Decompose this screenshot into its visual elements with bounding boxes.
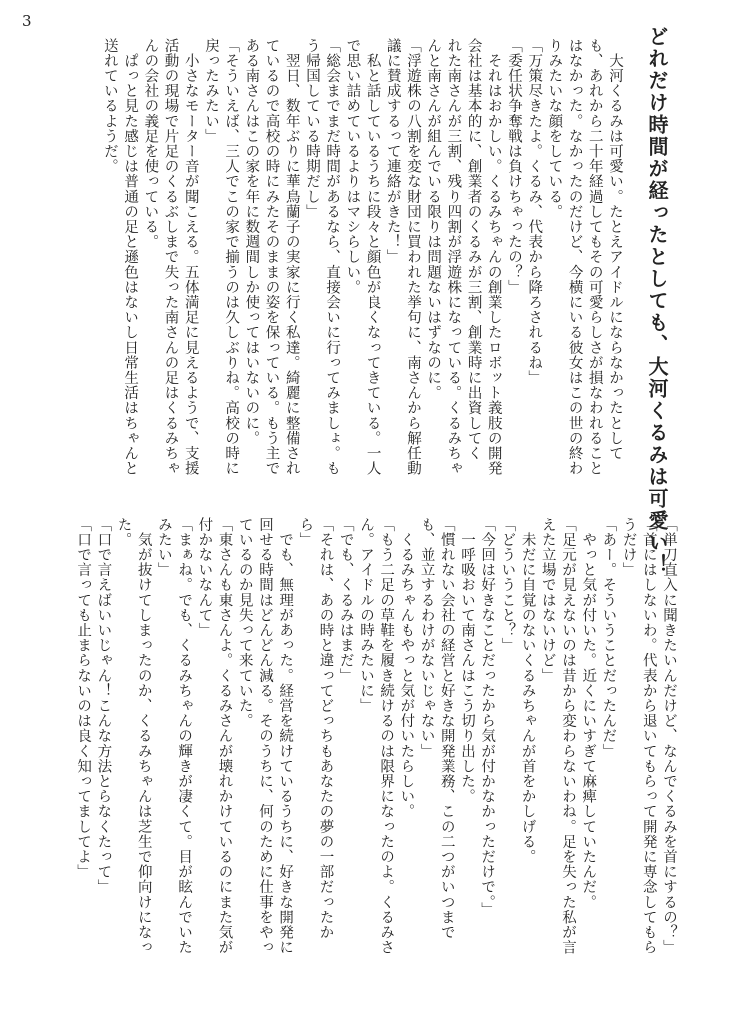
lower-text-block: 「単刀直入に聞きたいんだけど、なんでくるみを首にするの？」 「首にはしないわ。代表から退いてもらって開発に専念してもら うだけ」 「あー。そういうことだったんだ」 やっと気が付いた。近くにいすぎて麻痺していたんだ。 「足元が見えないのは昔から変わらないわね。足を失った私が言 えた立場ではないけど」 未だに自覚のないくるみちゃんが首をかしげる。 「どういうこと？」 「今回は好きなことだったから気が付かなかっただけで。」 一呼吸おいて南さんはこう切り出した。 「慣れない会社の経営と好きな開発業務、この二つがいつまで も、並立するわけがないじゃない」 くるみちゃんもやっと気が付いたらしい。 「もう二足の草鞋を履き続けるのは限界になったのよ。くるみさ ん。アイドルの時みたいに」 「でも、くるみはまだ」 「それは、あの時と違ってどっちもあなたの夢の一部だったか ら」 でも、無理があった。経営を続けているうちに、好きな開発に 回せる時間はどんどん減る。そのうちに、何のために仕事をやっ ているのか見失って来ていた。 「東さんも東さんよ。くるみさんが壊れかけているのにまた気が 付かないなんて」 「まぁね。でも、くるみちゃんの輝きが凄くて。目が眩んでいた みたい」 気が抜けてしまったのか、くるみちゃんは芝生で仰向けになっ た。 「口で言えばいいじゃん！こんな方法とらなくたって」 「口で言っても止まらないのは良く知ってましてよ」 (75, 517, 677, 955)
story-title: どれだけ時間が経ったとしても、大河くるみは可愛い！ (645, 26, 669, 576)
upper-text-block: 大河くるみは可愛い。たとえアイドルにならなかったとして も、あれから二十年経過してもその可愛らしさが損なわれること はなかった。なかったのだけど、今横にいる彼女はこの世の終わ りみたいな顔をしている。 「万策尽きたよ。くるみ、代表から降ろされるね」 「委任状争奪戦は負けちゃったの？」 それはおかしい。くるみちゃんの創業したロボット義肢の開発 会社は基本的に、創業者のくるみが三割、創業時に出資してく れた南さんが三割、残り四割が浮遊株になっている。くるみちゃ んと南さんが組んでいる限りは問題ないはずなのに。 「浮遊株の八割を変な財団に買われた挙句に、南さんから解任動 議に賛成するって連絡がきた！」 私と話しているうちに段々と顔色が良くなってきている。一人 で思い詰めているよりはマシらしい。 「総会までまだ時間があるなら、直接会いに行ってみましょ。も う帰国している時期だし」 翌日、数年ぶりに華鳥蘭子の実家に行く私達。綺麗に整備され ているので高校の時にみたそのままの姿を保っている。もう主で ある南さんはこの家を年に数週間しか使ってはいないのに。 「そういえば、三人でこの家で揃うのは久しぶりね。高校の時に 戻ったみたい」 小さなモーター音が聞こえる。五体満足に見えるようで、支援 活動の現場で片足のくるぶしまで失った南さんの足はくるみちゃ んの会社の義足を使っている。 ぱっと見た感じは普通の足と遜色はないし日常生活はちゃんと 送れているようだ。 (101, 38, 623, 476)
page-number: 3 (22, 12, 32, 30)
